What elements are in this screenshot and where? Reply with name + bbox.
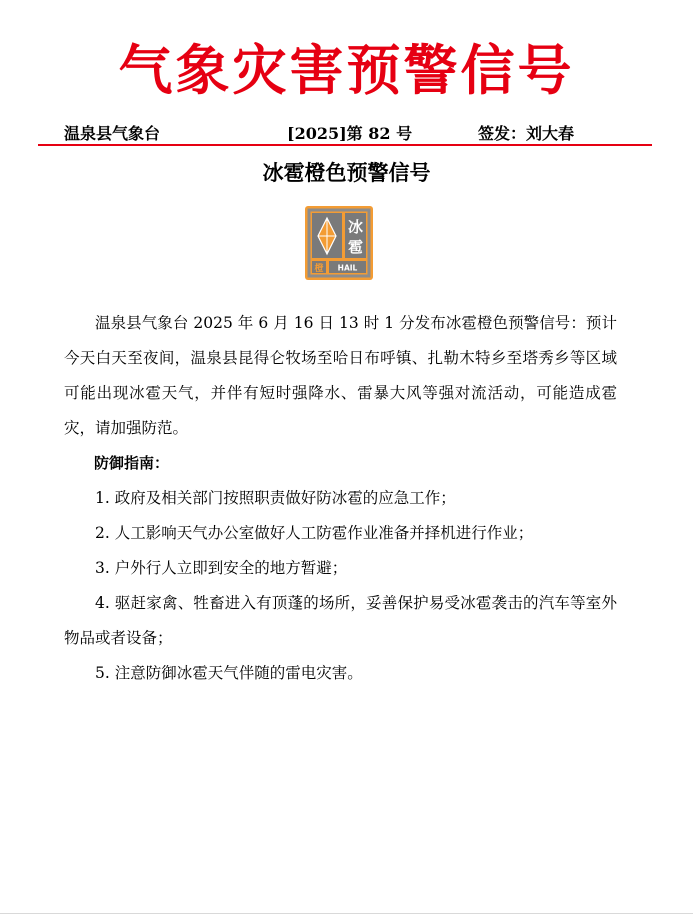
document-body	[64, 306, 617, 691]
guide-item: 3. 户外行人立即到安全的地方暂避；	[95, 559, 348, 577]
document-title: 冰雹橙色预警信号	[262, 161, 431, 185]
icon-label-top: 冰	[347, 218, 364, 236]
banner-title: 气象灾害预警信号	[118, 39, 575, 102]
guide-item: 2. 人工影响天气办公室做好人工防雹作业准备并择机进行作业；	[95, 524, 534, 542]
hail-orange-warning-icon	[305, 206, 373, 280]
guide-item: 5. 注意防御冰雹天气伴随的雷电灾害。	[95, 664, 363, 682]
header-rule	[38, 144, 652, 146]
guide-item: 1. 政府及相关部门按照职责做好防冰雹的应急工作；	[95, 489, 456, 507]
issue-number: [2025]第 82 号	[287, 124, 413, 143]
icon-label-left: 橙	[314, 264, 324, 274]
icon-label-mid: 雹	[347, 238, 364, 256]
issuer: 温泉县气象台	[64, 124, 161, 143]
guide-item: 4. 驱赶家禽、牲畜进入有顶蓬的场所，妥善保护易受冰雹袭击的汽车等室外物品或者设备；	[64, 594, 617, 647]
guide-heading: 防御指南：	[94, 454, 170, 472]
warning-paragraph: 温泉县气象台 2025 年 6 月 16 日 13 时 1 分发布冰雹橙色预警信号：预计今天白天至夜间，温泉县昆得仑牧场至哈日布呼镇、扎勒木特乡至塔秀乡等区域可能出现冰雹天气，并伴有短时强降水、雷暴大风等强对流活动，可能造成雹灾，请加强防范。	[64, 314, 617, 437]
page-bottom-edge	[0, 913, 693, 914]
signer: 签发：刘大春	[478, 124, 575, 143]
guide-list	[64, 481, 617, 691]
icon-label-bottom: HAIL	[337, 263, 358, 273]
